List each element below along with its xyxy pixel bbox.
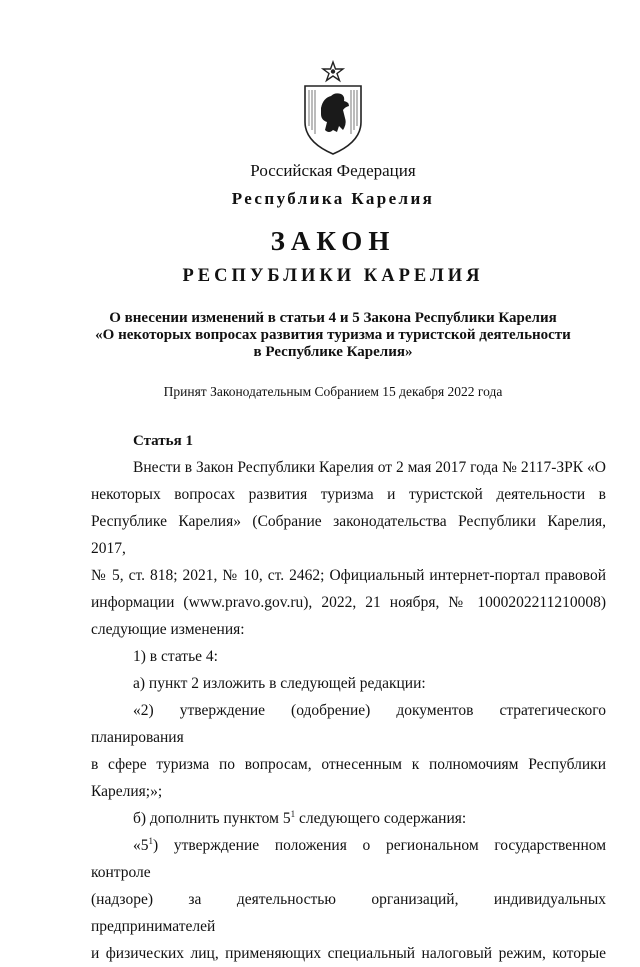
text-fragment: ) утверждение положения о региональном государственном контроле <box>91 837 606 881</box>
list-item <box>91 805 606 832</box>
text-line: Республике Карелия» (Собрание законодательства Республики Карелия, 2017, <box>91 513 606 557</box>
document-type: ЗАКОН <box>270 226 396 256</box>
country-name: Российская Федерация <box>250 161 416 180</box>
article-heading: Статья 1 <box>133 433 193 449</box>
document-title <box>80 310 586 361</box>
title-line: «О некоторых вопросах развития туризма и туристской деятельности <box>95 327 571 343</box>
text-fragment: следующего содержания: <box>295 810 467 827</box>
article-body <box>91 454 606 967</box>
text-line: Карелия;»; <box>91 783 163 800</box>
text-line: Внести в Закон Республики Карелия от 2 мая 2017 года № 2117-ЗРК «О <box>133 459 606 476</box>
document-type-subtitle: РЕСПУБЛИКИ КАРЕЛИЯ <box>182 266 484 286</box>
superscript: 1 <box>148 835 153 846</box>
republic-name: Республика Карелия <box>231 189 435 208</box>
list-item: а) пункт 2 изложить в следующей редакции: <box>133 675 426 692</box>
list-item: 1) в статье 4: <box>133 648 218 665</box>
text-fragment: б) дополнить пунктом 5 <box>133 810 291 827</box>
text-line: информации (www.pravo.gov.ru), 2022, 21 ноября, № 1000202211210008) <box>91 594 606 611</box>
text-line: некоторых вопросах развития туризма и туристской деятельности в <box>91 486 606 503</box>
text-line: № 5, ст. 818; 2021, № 10, ст. 2462; Официальный интернет-портал правовой <box>91 567 606 584</box>
karelia-coat-of-arms-icon <box>299 60 367 156</box>
text-fragment: «5 <box>133 837 149 854</box>
text-line: в сфере туризма по вопросам, отнесенным к полномочиям Республики <box>91 756 606 773</box>
text-line <box>91 832 606 886</box>
text-line: «2) утверждение (одобрение) документов стратегического планирования <box>91 702 606 746</box>
text-line: (надзоре) за деятельностью организаций, индивидуальных предпринимателей <box>91 891 606 935</box>
superscript: 1 <box>290 808 296 819</box>
title-line: О внесении изменений в статьи 4 и 5 Закона Республики Карелия <box>109 310 557 326</box>
adoption-note: Принят Законодательным Собранием 15 декабря 2022 года <box>163 384 503 399</box>
title-line: в Республике Карелия» <box>253 344 413 360</box>
text-line: и физических лиц, применяющих специальный налоговый режим, которые <box>91 945 606 962</box>
text-line: следующие изменения: <box>91 621 245 638</box>
